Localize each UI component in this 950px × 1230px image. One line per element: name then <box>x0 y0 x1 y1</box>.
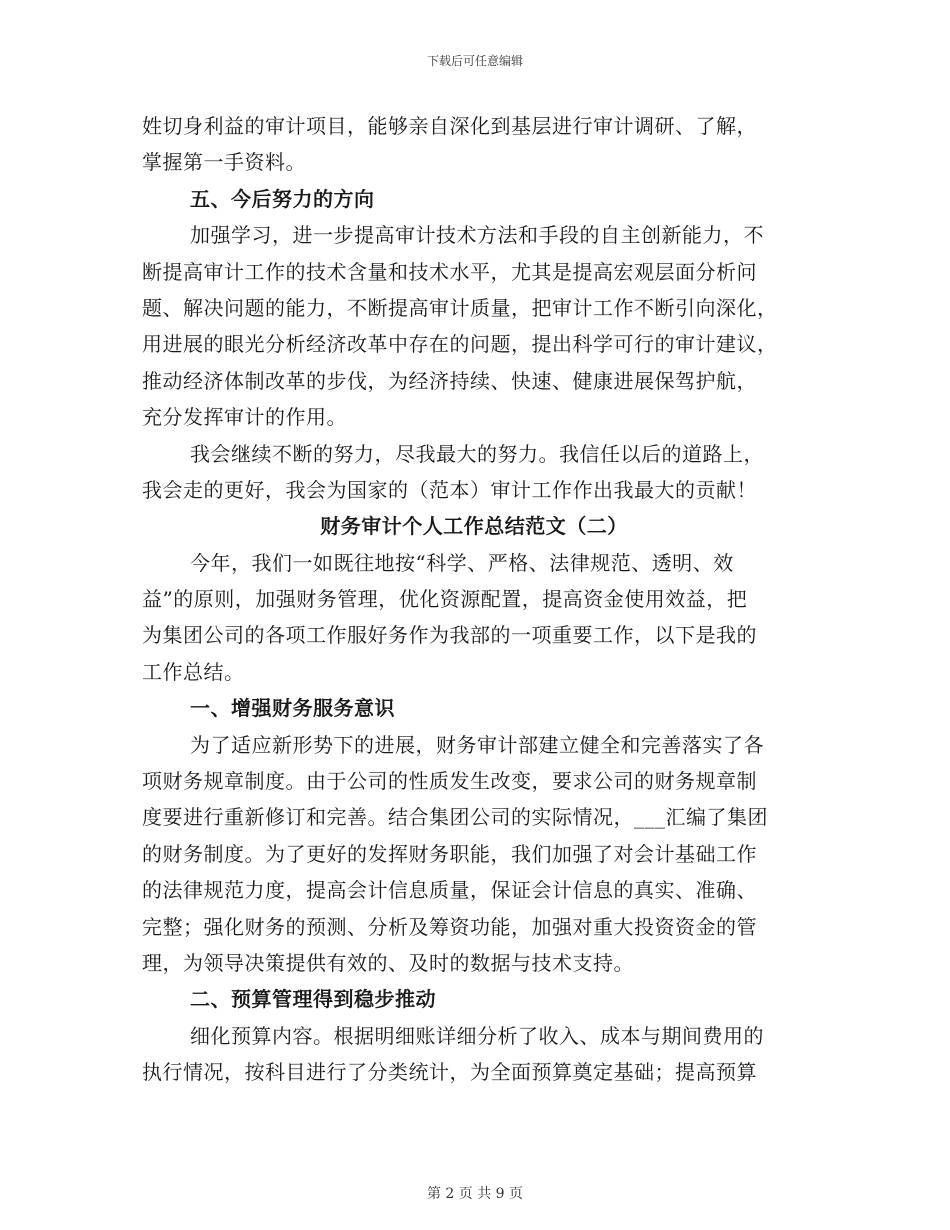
text-line: 今年，我们一如既往地按“科学、严格、法律规范、透明、效 <box>190 550 734 575</box>
text-line: 项财务规章制度。由于公司的性质发生改变，要求公司的财务规章制 <box>142 769 757 794</box>
text-line: 题、解决问题的能力，不断提高审计质量，把审计工作不断引向深化， <box>142 295 778 320</box>
section-title: 财务审计个人工作总结范文（二） <box>320 514 628 539</box>
section-heading: 二、预算管理得到稳步推动 <box>190 987 436 1012</box>
text-line: 的财务制度。为了更好的发挥财务职能，我们加强了对会计基础工作 <box>142 841 757 866</box>
text-line: 度要进行重新修订和完善。结合集团公司的实际情况，___汇编了集团 <box>142 805 768 830</box>
text-line: 益”的原则，加强财务管理，优化资源配置，提高资金使用效益，把 <box>142 587 748 612</box>
text-line: 断提高审计工作的技术含量和技术水平，尤其是提高宏观层面分析问 <box>142 259 757 284</box>
text-line: 理，为领导决策提供有效的、及时的数据与技术支持。 <box>142 950 634 975</box>
text-line: 为集团公司的各项工作服好务作为我部的一项重要工作，以下是我的 <box>142 623 757 648</box>
section-heading: 一、增强财务服务意识 <box>190 696 395 721</box>
text-line: 为了适应新形势下的进展，财务审计部建立健全和完善落实了各 <box>190 732 764 757</box>
page-header: 下载后可任意编辑 <box>426 54 523 68</box>
text-line: 加强学习，进一步提高审计技术方法和手段的自主创新能力，不 <box>190 223 764 248</box>
text-line: 的法律规范力度，提高会计信息质量，保证会计信息的真实、准确、 <box>142 878 757 903</box>
text-line: 姓切身利益的审计项目，能够亲自深化到基层进行审计调研、了解， <box>142 114 757 138</box>
section-heading: 五、今后努力的方向 <box>190 186 375 211</box>
text-line: 完整；强化财务的预测、分析及筹资功能，加强对重大投资资金的管 <box>142 914 757 939</box>
text-line: 我会走的更好，我会为国家的（范本）审计工作作出我最大的贡献！ <box>142 477 757 502</box>
text-line: 工作总结。 <box>142 659 245 684</box>
text-line: 推动经济体制改革的步伐，为经济持续、快速、健康进展保驾护航， <box>142 368 757 393</box>
text-line: 细化预算内容。根据明细账详细分析了收入、成本与期间费用的 <box>190 1023 764 1048</box>
text-line: 我会继续不断的努力，尽我最大的努力。我信任以后的道路上， <box>190 441 764 466</box>
document-body <box>142 108 806 1091</box>
page-footer: 第 2 页 共 9 页 <box>426 1186 524 1202</box>
text-line: 执行情况，按科目进行了分类统计，为全面预算奠定基础；提高预算 <box>142 1060 757 1085</box>
text-line: 用进展的眼光分析经济改革中存在的问题，提出科学可行的审计建议， <box>142 332 778 357</box>
text-line: 掌握第一手资料。 <box>142 150 306 175</box>
text-line: 充分发挥审计的作用。 <box>142 405 347 430</box>
